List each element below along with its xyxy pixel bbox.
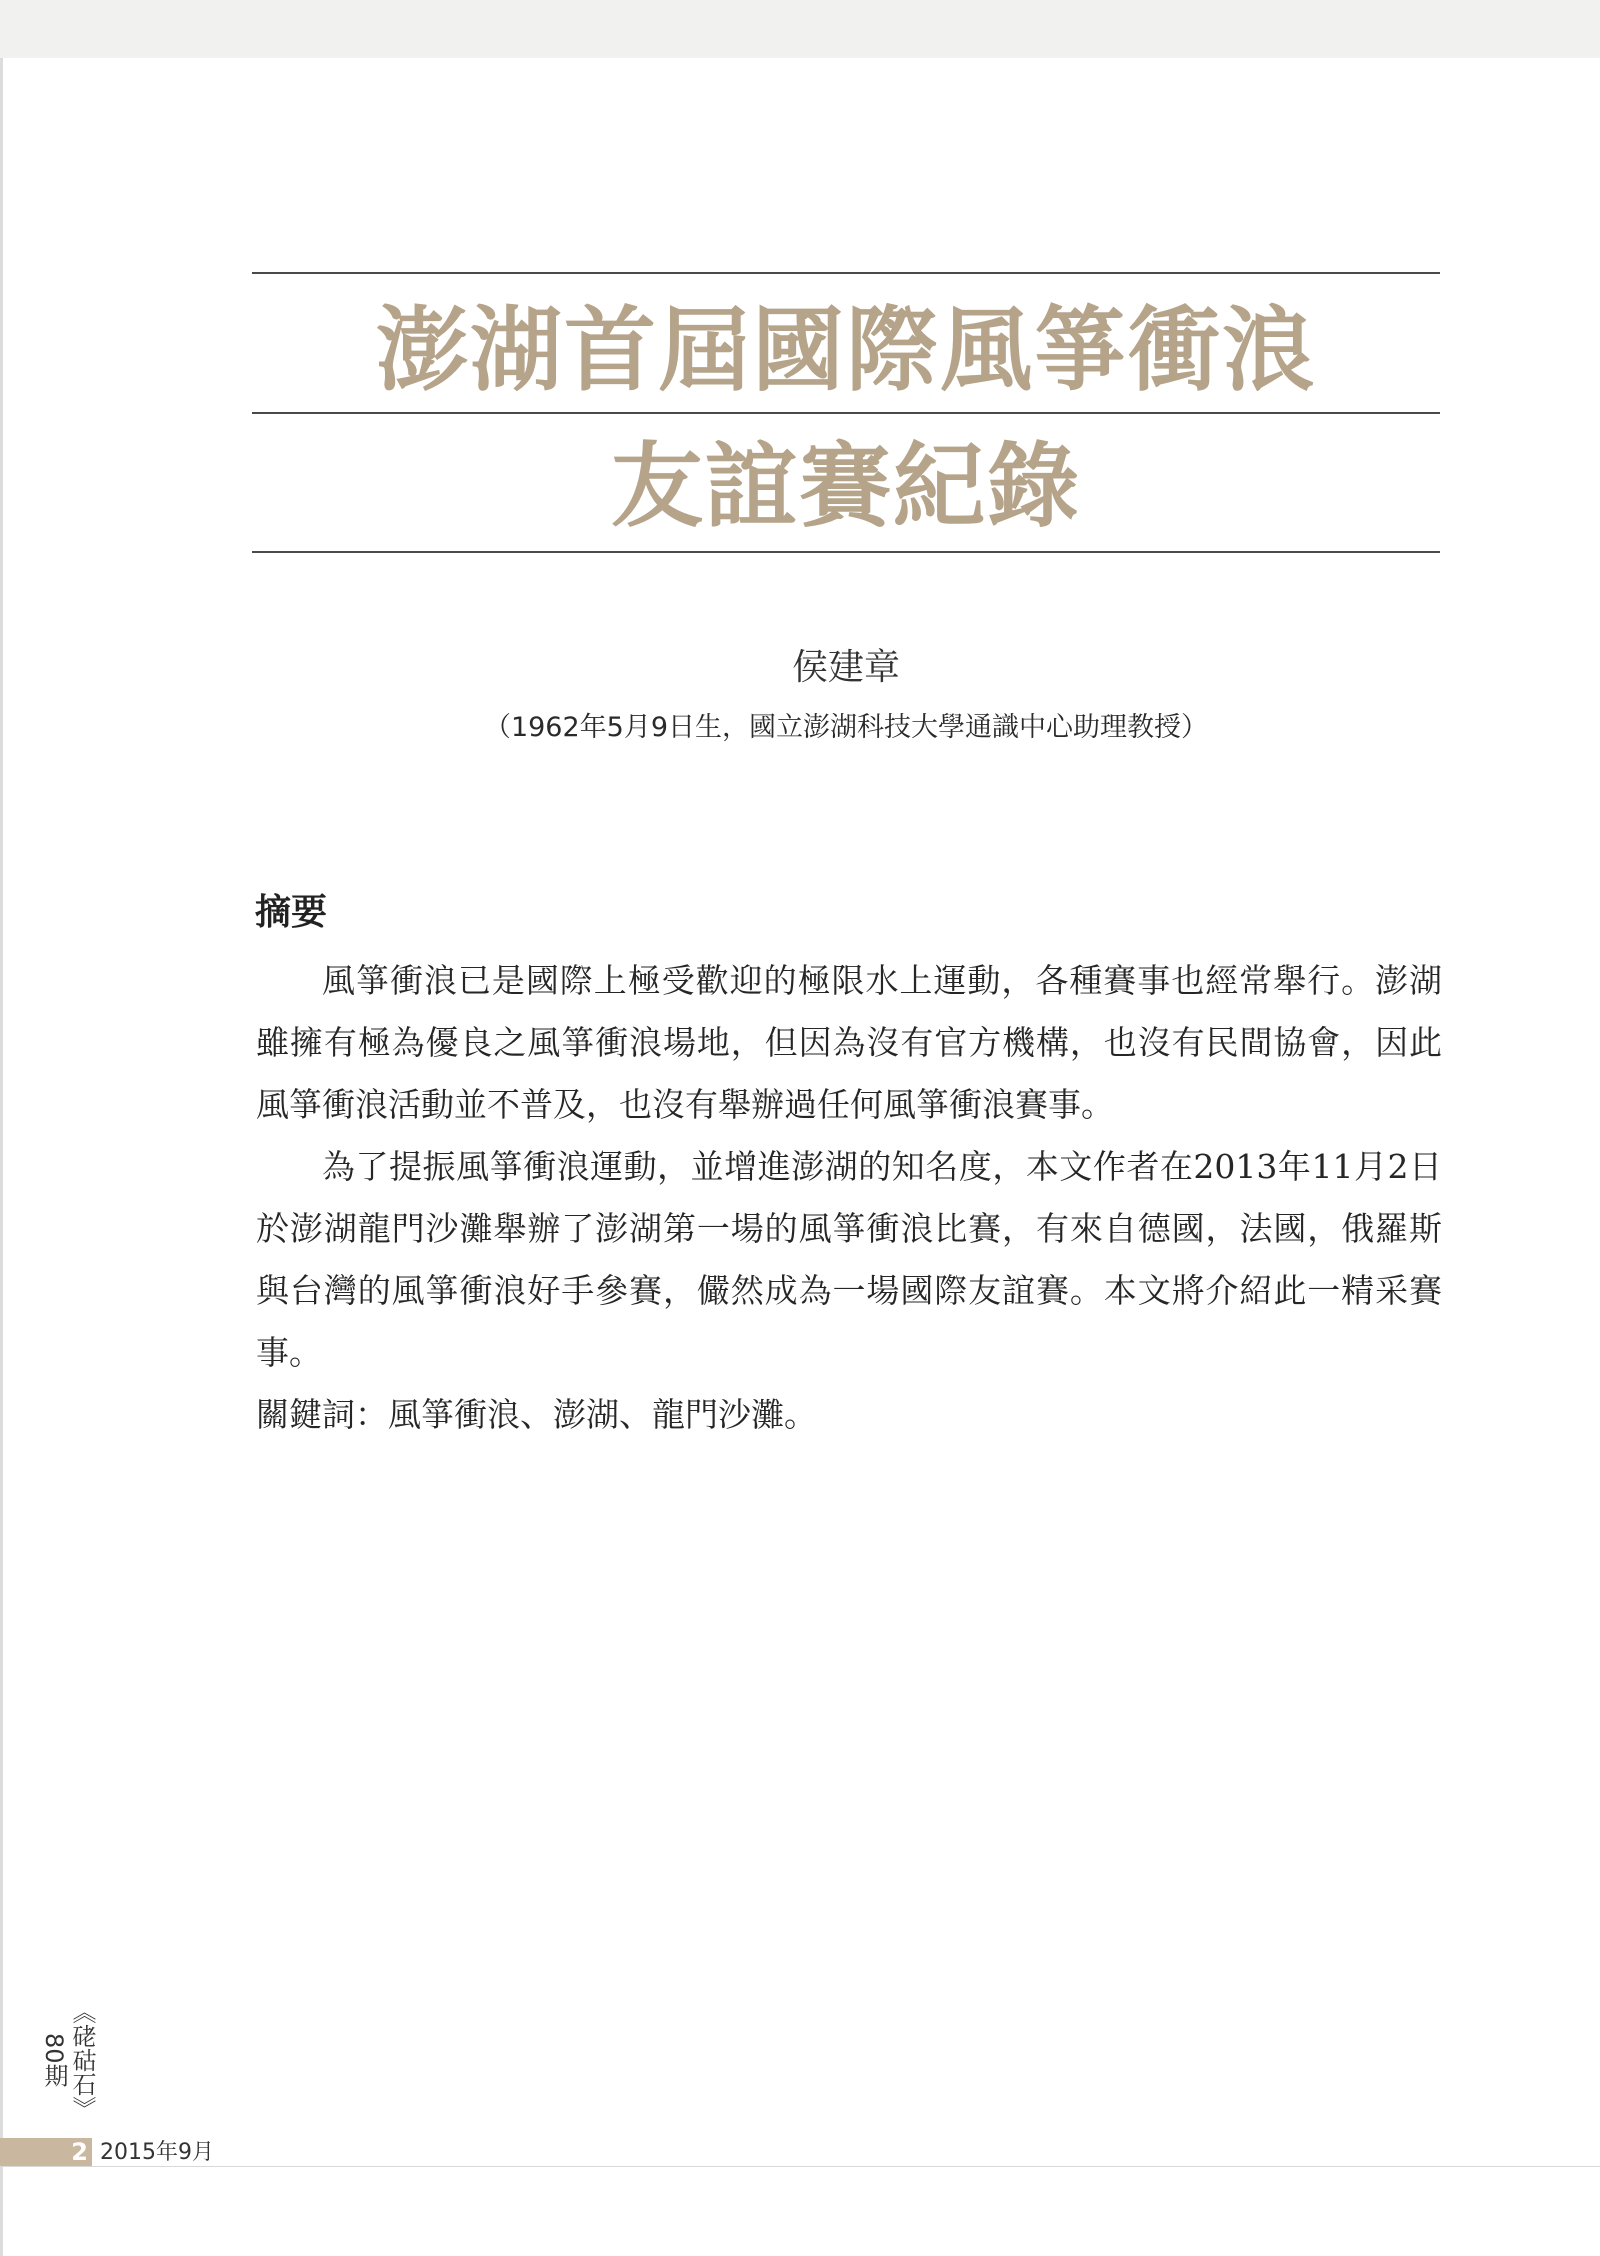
abstract-paragraph-1: 風箏衝浪已是國際上極受歡迎的極限水上運動，各種賽事也經常舉行。澎湖雖擁有極為優良之風箏衝浪場地，但因為沒有官方機構，也沒有民間協會，因此風箏衝浪活動並不普及，也沒有舉辦過任何風箏衝浪賽事。 [256, 961, 1442, 1124]
keywords: 關鍵詞：風箏衝浪、澎湖、龍門沙灘。 [256, 1395, 817, 1434]
scan-top-band [0, 0, 1600, 58]
title-line-1: 澎湖首屆國際風箏衝浪 [375, 296, 1316, 404]
journal-name-vertical: 《硓𥑮石》80期 [40, 2000, 96, 2120]
page-number: 2 [0, 2138, 92, 2166]
author-name: 侯建章 [791, 647, 900, 688]
abstract-heading: 摘要 [255, 892, 328, 933]
title-rule-middle [252, 412, 1440, 414]
title-rule-bottom [252, 551, 1440, 553]
scan-left-edge [0, 58, 3, 2256]
issue-date: 2015年9月 [100, 2140, 214, 2165]
title-line-2: 友誼賽紀錄 [610, 432, 1081, 540]
author-note: （1962年5月9日生，國立澎湖科技大學通識中心助理教授） [483, 712, 1209, 743]
scan-bottom-line [0, 2166, 1600, 2167]
title-rule-top [252, 272, 1440, 274]
abstract-paragraph-2: 為了提振風箏衝浪運動，並增進澎湖的知名度，本文作者在2013年11月2日於澎湖龍門沙灘舉辦了澎湖第一場的風箏衝浪比賽，有來自德國，法國，俄羅斯與台灣的風箏衝浪好手參賽，儼然成為一場國際友誼賽。本文將介紹此一精采賽事。 [256, 1147, 1442, 1372]
